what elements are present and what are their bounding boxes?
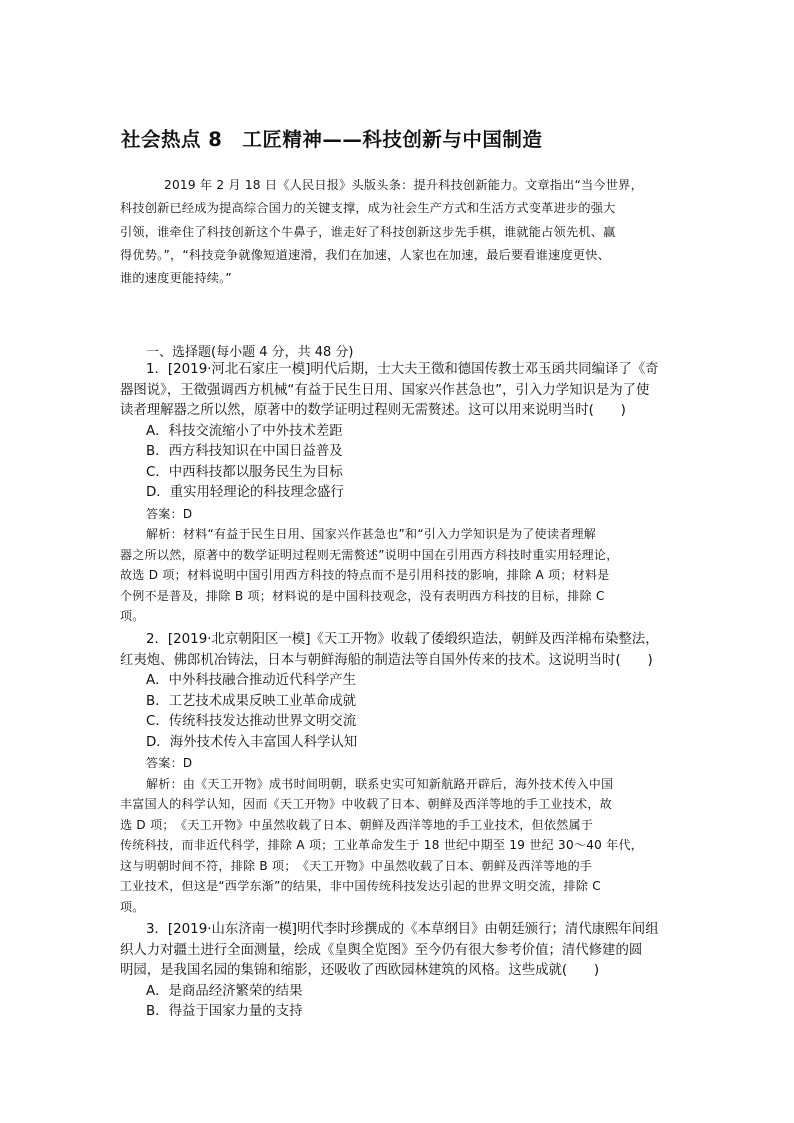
option-c: C．传统科技发达推动世界文明交流 — [146, 714, 357, 729]
intro-line: 引领，谁牵住了科技创新这个牛鼻子，谁走好了科技创新这步先手棋，谁就能占领先机、赢 — [120, 224, 616, 239]
explanation-line: 工业技术，但这是“西学东渐”的结果，非中国传统科技发达引起的世界文明交流，排除 C — [120, 879, 601, 893]
option-c: C．中西科技都以服务民生为目标 — [146, 464, 343, 480]
section-heading: 一、选择题(每小题 4 分，共 48 分) — [146, 345, 354, 360]
intro-paragraph — [120, 174, 680, 290]
option-d: D．重实用轻理论的科技理念盛行 — [146, 485, 344, 500]
question-stem-line: 织人力对疆土进行全面测量，绘成《皇舆全览图》至今仍有很大参考价值；清代修建的圆 — [120, 942, 643, 958]
intro-line: 2019 年 2 月 18 日《人民日报》头版头条：提升科技创新能力。文章指出“当今世界， — [164, 178, 643, 192]
explanation-line: 这与明朝时间不符，排除 B 项； 《天工开物》中虽然收载了日本、朝鲜及西洋等地的手 — [120, 858, 593, 873]
explanation-line: 器之所以然，原著中的数学证明过程则无需赘述”说明中国在引用西方科技时重实用轻理论， — [120, 547, 619, 562]
explanation-line: 解析：材料“有益于民生日用、国家兴作甚急也”和“引入力学知识是为了使读者理解 — [146, 527, 597, 541]
page-title: 社会热点 8 工匠精神——科技创新与中国制造 — [121, 128, 543, 151]
intro-line: 科技创新已经成为提高综合国力的关键支撑，成为社会生产方式和生活方式变革进步的强大 — [120, 201, 616, 216]
option-a: A．是商品经济繁荣的结果 — [146, 983, 303, 999]
explanation-line: 项。 — [120, 609, 145, 623]
question-stem-line: 器图说》，王徵强调西方机械“有益于民生日用、国家兴作甚急也”，引入力学知识是为了使 — [120, 382, 650, 398]
question-stem-line: 1．[2019·河北石家庄一模]明代后期，士大夫王徵和德国传教士邓玉函共同编译了《奇 — [146, 362, 659, 377]
explanation-line: 项。 — [120, 899, 145, 914]
explanation-line: 故选 D 项；材料说明中国引用西方科技的特点而不是引用科技的影响，排除 A 项；材料是 — [120, 568, 610, 582]
answer: 答案：D — [146, 756, 193, 770]
explanation-line: 传统科技，而非近代科学，排除 A 项；工业革命发生于 18 世纪中期至 19 世纪 30～40 年代， — [120, 838, 644, 852]
option-a: A．中外科技融合推动近代科学产生 — [146, 673, 357, 688]
explanation-line: 个例不是普及，排除 B 项；材料说的是中国科技观念，没有表明西方科技的目标，排除 C — [120, 588, 605, 603]
explanation-line: 选 D 项； 《天工开物》中虽然收载了日本、朝鲜及西洋等地的手工业技术，但依然属于 — [120, 817, 594, 832]
intro-line: 得优势。”，“科技竞争就像短道速滑，我们在加速，人家也在加速，最后要看谁速度更快、 — [120, 247, 611, 262]
question-2 — [120, 630, 680, 917]
option-b: B．工艺技术成果反映工业革命成就 — [146, 693, 357, 709]
question-stem-line: 3．[2019·山东济南一模]明代李时珍撰成的《本草纲目》由朝廷颁行；清代康熙年间组 — [146, 922, 659, 937]
question-stem-line: 红夷炮、佛郎机冶铸法，日本与朝鲜海船的制造法等自国外传来的技术。这说明当时( ) — [120, 652, 653, 668]
option-d: D．海外技术传入丰富国人科学认知 — [146, 734, 358, 750]
explanation-line: 丰富国人的科学认知，因而《天工开物》中收载了日本、朝鲜及西洋等地的手工业技术，故 — [120, 797, 613, 811]
option-b: B．西方科技知识在中国日益普及 — [146, 444, 343, 459]
question-1 — [120, 360, 680, 627]
explanation-line: 解析：由《天工开物》成书时间明朝，联系史实可知新航路开辟后，海外技术传入中国 — [146, 776, 614, 791]
question-stem-line: 2．[2019·北京朝阳区一模]《天工开物》收载了倭缎织造法，朝鲜及西洋棉布染整法， — [146, 632, 659, 647]
option-b: B．得益于国家力量的支持 — [146, 1004, 303, 1019]
question-3 — [120, 920, 680, 1023]
question-stem-line: 明园，是我国名园的集锦和缩影，还吸收了西欧园林建筑的风格。这些成就( ) — [120, 963, 600, 978]
intro-line: 谁的速度更能持续。” — [120, 271, 232, 286]
option-a: A．科技交流缩小了中外技术差距 — [146, 423, 343, 439]
answer: 答案：D — [146, 506, 193, 521]
question-stem-line: 读者理解器之所以然，原著中的数学证明过程则无需赘述。这可以用来说明当时( ) — [120, 403, 626, 418]
